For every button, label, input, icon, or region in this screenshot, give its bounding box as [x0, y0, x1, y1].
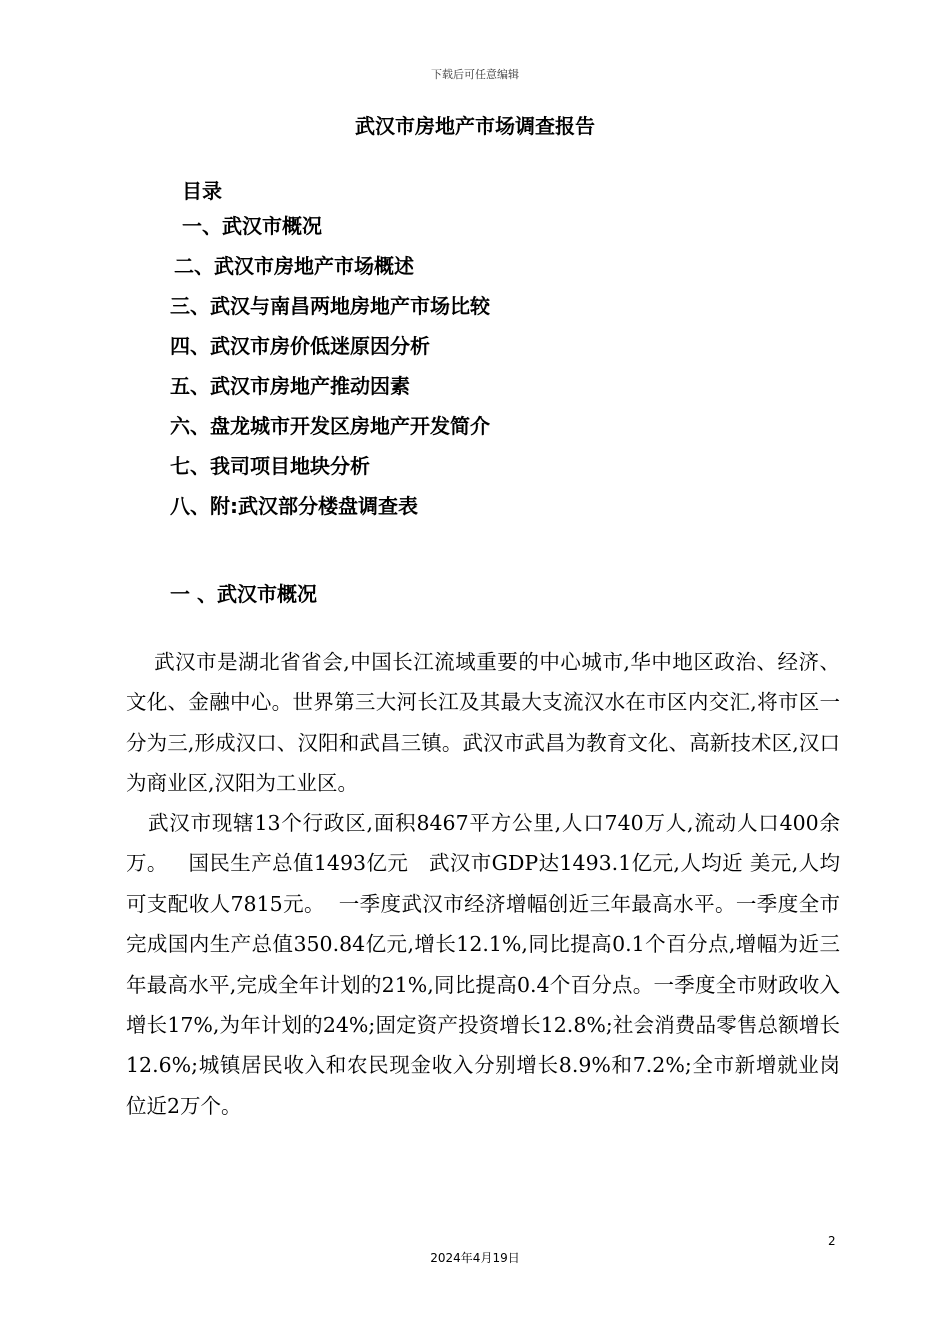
page-number: 2 — [828, 1234, 836, 1248]
header-note: 下载后可任意编辑 — [431, 68, 519, 81]
toc-item: 二、武汉市房地产市场概述 — [174, 254, 414, 278]
toc-item: 一、武汉市概况 — [182, 214, 322, 238]
toc-heading: 目录 — [182, 179, 222, 203]
section-heading: 一 、武汉市概况 — [170, 582, 317, 606]
body-paragraph: 武汉市是湖北省省会,中国长江流域重要的中心城市,华中地区政治、经济、文化、金融中心。世界第三大河长江及其最大支流汉水在市区内交汇,将市区一分为三,形成汉口、汉阳和武昌三镇。武汉市武昌为教育文化、高新技术区,汉口为商业区,汉阳为工业区。 — [126, 650, 840, 796]
toc-item: 三、武汉与南昌两地房地产市场比较 — [170, 294, 490, 318]
toc-item: 六、盘龙城市开发区房地产开发简介 — [170, 414, 490, 438]
toc-item: 七、我司项目地块分析 — [170, 454, 370, 478]
toc-item: 五、武汉市房地产推动因素 — [170, 374, 410, 398]
toc-item: 四、武汉市房价低迷原因分析 — [170, 334, 430, 358]
body-paragraph: 武汉市现辖13个行政区,面积8467平方公里,人口740万人,流动人口400余万。 国民生产总值1493亿元 武汉市GDP达1493.1亿元,人均近 美元,人均可支配收人7815元。 一季度武汉市经济增幅创近三年最高水平。一季度全市完成国内生产总值350.84亿元,增长12.1%,同比提高0.1个百分点,增幅为近三年最高水平,完成全年计划的21%,同比提高0.4个百分点。一季度全市财政收入增长17%,为年计划的24%;固定资产投资增长12.8%;社会消费品零售总额增长12.6%;城镇居民收入和农民现金收入分别增长8.9%和7.2%;全市新增就业岗位近2万个。 — [126, 811, 840, 1118]
document-title: 武汉市房地产市场调查报告 — [355, 114, 595, 138]
toc-item: 八、附:武汉部分楼盘调查表 — [170, 494, 418, 518]
footer-date: 2024年4月19日 — [430, 1251, 520, 1265]
